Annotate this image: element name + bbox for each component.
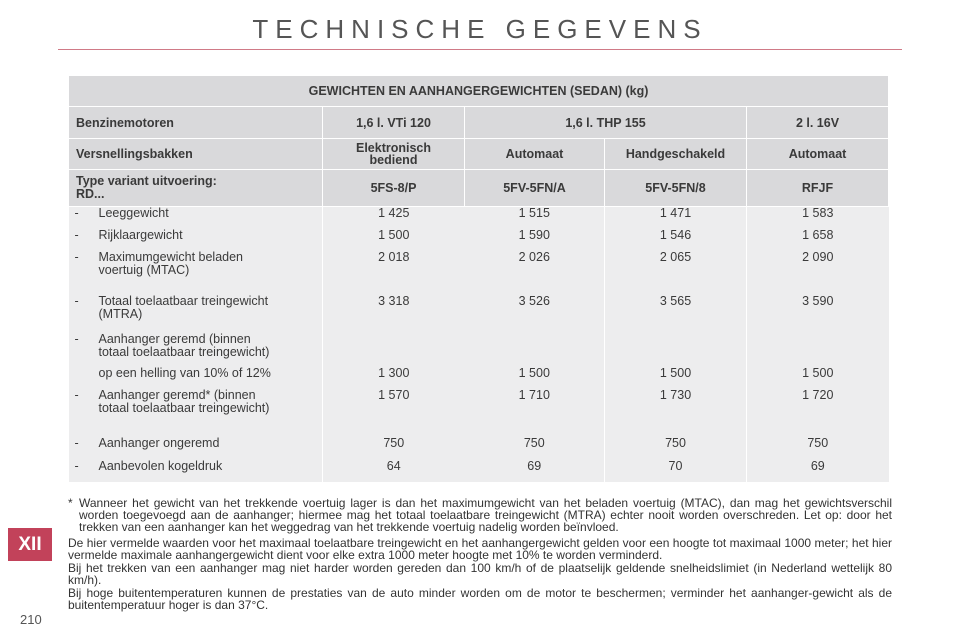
engine-cell: 2 l. 16V xyxy=(747,107,889,139)
value-cell xyxy=(747,460,889,482)
value-cell xyxy=(605,207,747,229)
value-cell xyxy=(323,295,465,333)
value-text: 1 515 xyxy=(518,206,550,220)
value-text: 69 xyxy=(527,458,542,473)
value-text: 1 471 xyxy=(659,206,692,220)
value-text: 2 026 xyxy=(518,249,550,264)
value-cell xyxy=(605,437,747,460)
type-cell: 5FV-5FN/A xyxy=(465,170,605,207)
row-label-cell xyxy=(69,389,323,437)
value-cell xyxy=(465,295,605,333)
value-cell xyxy=(605,389,747,437)
value-text: 750 xyxy=(383,435,405,450)
gearbox-row xyxy=(69,139,889,170)
engine-cell: 1,6 l. VTi 120 xyxy=(323,107,465,139)
row-label-cell xyxy=(69,251,323,295)
value-cell xyxy=(323,229,465,251)
value-text: 2 090 xyxy=(802,249,834,264)
value-text: 1 500 xyxy=(518,365,550,380)
value-cell xyxy=(747,207,889,229)
value-text: 1 720 xyxy=(802,387,834,402)
value-cell xyxy=(323,251,465,295)
value-text: 750 xyxy=(807,435,829,450)
value-text: 3 590 xyxy=(802,293,834,308)
row-label-cell xyxy=(69,367,323,389)
value-cell xyxy=(465,389,605,437)
row-label: Leeggewicht xyxy=(98,206,169,220)
table-row xyxy=(69,389,889,437)
gearbox-cell: Elektronisch bediend xyxy=(323,139,465,170)
type-row-label: Type variant uitvoering: RD... xyxy=(69,170,323,207)
weights-table xyxy=(68,75,889,482)
type-cell: 5FV-5FN/8 xyxy=(605,170,747,207)
value-text: 1 500 xyxy=(802,365,834,380)
value-cell xyxy=(465,367,605,389)
engine-row xyxy=(69,107,889,139)
value-cell xyxy=(605,251,747,295)
row-label: Aanbevolen kogeldruk xyxy=(98,458,223,473)
row-label-cell xyxy=(69,207,323,229)
value-text: 750 xyxy=(523,435,545,450)
value-cell xyxy=(747,367,889,389)
table-body xyxy=(69,207,889,482)
value-text: 1 300 xyxy=(378,365,410,380)
page-title: TECHNISCHE GEGEVENS xyxy=(252,14,708,44)
row-bullet: - xyxy=(74,458,79,473)
value-text: 70 xyxy=(668,458,683,473)
value-text: 64 xyxy=(386,458,401,473)
gearbox-cell: Handgeschakeld xyxy=(605,139,747,170)
row-bullet: - xyxy=(74,435,79,450)
value-cell xyxy=(465,460,605,482)
value-text: 1 500 xyxy=(659,365,692,380)
type-row xyxy=(69,170,889,207)
value-cell xyxy=(465,437,605,460)
value-cell xyxy=(747,333,889,367)
type-cell: 5FS-8/P xyxy=(323,170,465,207)
value-text: 1 710 xyxy=(518,387,550,402)
value-text: 1 500 xyxy=(378,227,410,242)
table-row xyxy=(69,207,889,229)
value-cell xyxy=(465,207,605,229)
value-cell xyxy=(747,251,889,295)
table-title-row xyxy=(69,76,889,107)
row-label-cell xyxy=(69,460,323,482)
value-text: 1 583 xyxy=(802,206,834,220)
engine-row-label: Benzinemotoren xyxy=(69,107,323,139)
note-paragraph: Bij het trekken van een aanhanger mag niet harder worden gereden dan 100 km/h of de plaatselijk geldende snelheidslimiet (in Nederland wettelijk 80 km/h). xyxy=(68,561,892,587)
row-label-cell xyxy=(69,437,323,460)
value-cell xyxy=(465,251,605,295)
value-cell xyxy=(323,460,465,482)
value-cell xyxy=(323,207,465,229)
row-label: Aanhanger ongeremd xyxy=(98,435,220,450)
table-title: GEWICHTEN EN AANHANGERGEWICHTEN (SEDAN) (kg) xyxy=(69,76,889,107)
row-label: op een helling van 10% of 12% xyxy=(98,365,271,380)
value-cell xyxy=(605,229,747,251)
value-cell xyxy=(323,389,465,437)
engine-cell: 1,6 l. THP 155 xyxy=(465,107,747,139)
type-cell: RFJF xyxy=(747,170,889,207)
value-text: 1 546 xyxy=(659,227,692,242)
value-cell xyxy=(323,437,465,460)
value-cell xyxy=(465,333,605,367)
table-row xyxy=(69,229,889,251)
row-bullet xyxy=(75,367,99,380)
value-cell xyxy=(747,229,889,251)
note-paragraph: Bij hoge buitentemperaturen kunnen de prestaties van de auto minder worden om de motor te beschermen; verminder het aanhanger-gewicht als de buitentemperatuur hoger is dan 37°C. xyxy=(68,586,892,612)
footnote-text: Wanneer het gewicht van het trekkende voertuig lager is dan het maximumgewicht van het beladen voertuig (MTAC), dan mag het gewichtsverschil worden toegevoegd aan de aanhanger; hiermee mag het totaal toelaatbare treingewicht (MTRA) echter nooit worden overschreden. Let op: door het trekken van een aanhanger kan het weggedrag van het trekkende voertuig nadelig worden beïnvloed. xyxy=(79,496,892,534)
footnote-mark: * xyxy=(68,496,73,510)
value-text: 1 425 xyxy=(378,206,410,220)
value-text: 2 065 xyxy=(659,249,692,264)
value-cell xyxy=(747,389,889,437)
value-text: 2 018 xyxy=(378,249,410,264)
value-text: 3 526 xyxy=(518,293,550,308)
value-cell xyxy=(323,333,465,367)
row-label: Rijklaargewicht xyxy=(98,227,183,242)
value-cell xyxy=(323,367,465,389)
table-row xyxy=(69,333,889,367)
row-bullet: - xyxy=(74,387,79,402)
page-number: 210 xyxy=(20,612,42,627)
row-label: Maximumgewicht beladen voertuig (MTAC) xyxy=(98,249,244,277)
gearbox-cell: Automaat xyxy=(747,139,889,170)
table-row xyxy=(69,460,889,482)
notes xyxy=(68,497,892,612)
value-text: 69 xyxy=(810,458,825,473)
row-bullet: - xyxy=(74,249,79,264)
gearbox-cell: Automaat xyxy=(465,139,605,170)
row-label-cell xyxy=(69,295,323,333)
value-text: 1 658 xyxy=(802,227,834,242)
row-label: Aanhanger geremd (binnen totaal toelaatbaar treingewicht) xyxy=(98,331,270,359)
row-bullet: - xyxy=(74,206,79,220)
note-paragraph: De hier vermelde waarden voor het maximaal toelaatbare treingewicht en het aanhangergewicht gelden voor een hoogte tot maximaal 1000 meter; het hier vermelde maximale aanhangergewicht dient voor elke extra 1000 meter hoogte met 10% te worden verminderd. xyxy=(68,536,892,562)
chapter-tab[interactable]: XII xyxy=(8,528,52,561)
value-text: 750 xyxy=(665,435,686,450)
row-label-cell xyxy=(69,229,323,251)
value-cell xyxy=(605,295,747,333)
value-text: 1 590 xyxy=(518,227,550,242)
row-bullet: - xyxy=(74,293,79,308)
table-row xyxy=(69,367,889,389)
value-cell xyxy=(747,295,889,333)
table-row xyxy=(69,437,889,460)
footnote xyxy=(68,497,892,533)
row-bullet: - xyxy=(74,331,79,346)
value-text: 3 565 xyxy=(659,293,692,308)
row-label-cell xyxy=(69,333,323,367)
gearbox-row-label: Versnellingsbakken xyxy=(69,139,323,170)
value-text: 3 318 xyxy=(378,293,410,308)
value-cell xyxy=(605,333,747,367)
value-cell xyxy=(605,460,747,482)
title-divider xyxy=(58,49,902,50)
row-bullet: - xyxy=(74,227,79,242)
value-cell xyxy=(605,367,747,389)
value-cell xyxy=(465,229,605,251)
row-label: Totaal toelaatbaar treingewicht (MTRA) xyxy=(98,293,269,321)
value-text: 1 570 xyxy=(378,387,410,402)
table-row xyxy=(69,251,889,295)
value-text: 1 730 xyxy=(659,387,692,402)
row-label: Aanhanger geremd* (binnen totaal toelaatbaar treingewicht) xyxy=(98,387,270,415)
table-row xyxy=(69,295,889,333)
value-cell xyxy=(747,437,889,460)
